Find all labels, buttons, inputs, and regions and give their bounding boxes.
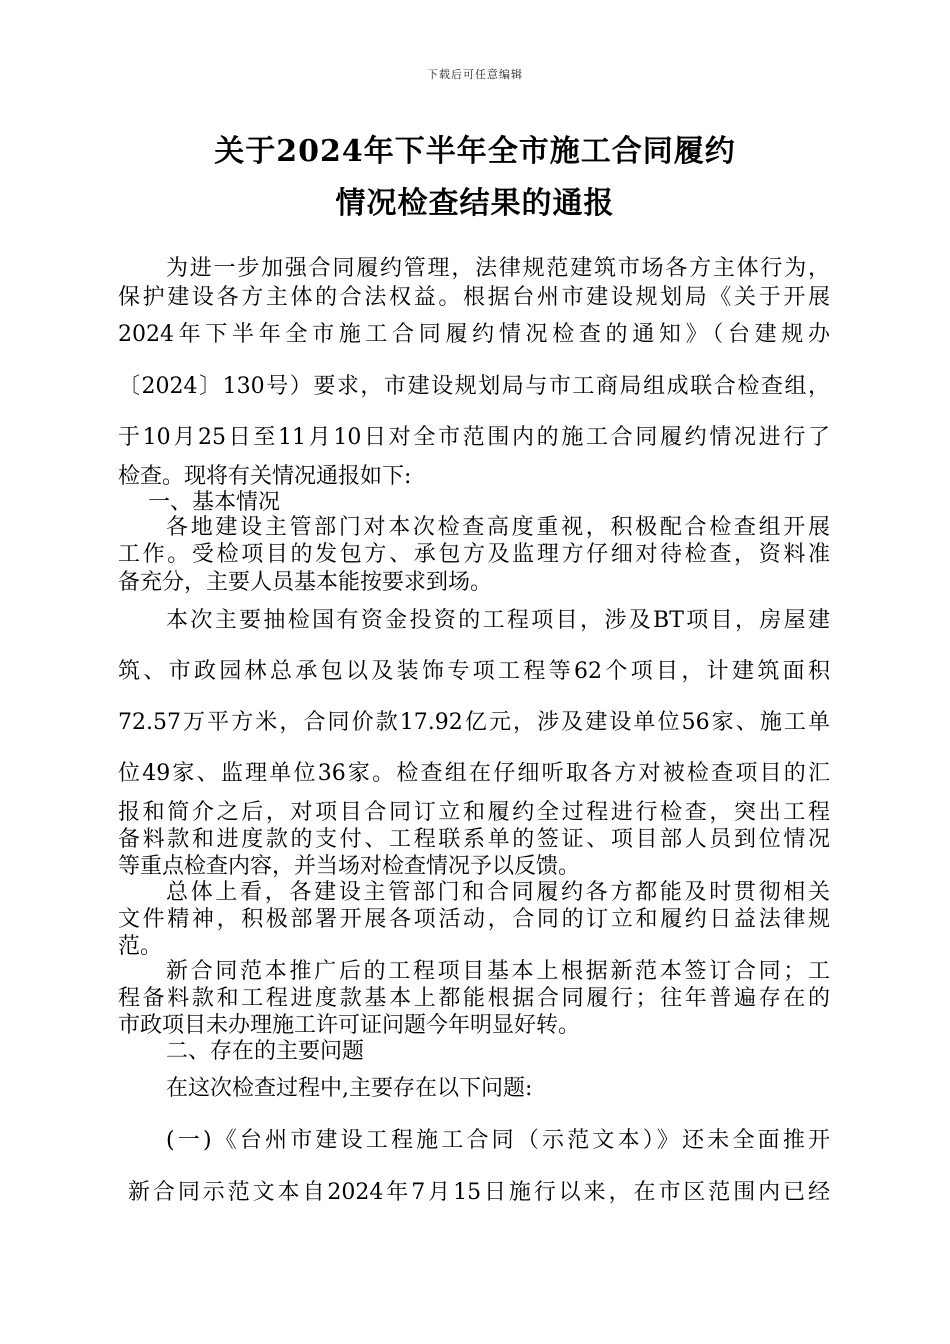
paragraph-4-line-1: 总体上看，各建设主管部门和合同履约各方都能及时贯彻相关 (166, 880, 830, 905)
paragraph-1-line-1: 为进一步加强合同履约管理，法律规范建筑市场各方主体行为， (166, 256, 830, 281)
section-heading-1: 一、基本情况 (148, 490, 281, 515)
paragraph-4-line-2: 文件精神，积极部署开展各项活动，合同的订立和履约日益法律规 (118, 907, 830, 932)
paragraph-1-line-6: 检查。现将有关情况通报如下: (118, 464, 412, 489)
paragraph-2-line-3: 备充分，主要人员基本能按要求到场。 (118, 570, 493, 595)
paragraph-2-line-1: 各地建设主管部门对本次检查高度重视，积极配合检查组开展 (166, 515, 830, 540)
paragraph-2-line-2: 工作。受检项目的发包方、承包方及监理方仔细对待检查，资料准 (118, 542, 830, 567)
paragraph-3-line-6: 备料款和进度款的支付、工程联系单的签证、项目部人员到位情况 (118, 827, 830, 852)
paragraph-5-line-3: 市政项目未办理施工许可证问题今年明显好转。 (118, 1013, 581, 1038)
paragraph-8-line-1: 新合同示范文本自2024年7月15日施行以来，在市区范围内已经 (128, 1180, 830, 1205)
paragraph-3-line-1: 本次主要抽检国有资金投资的工程项目，涉及BT项目，房屋建 (166, 608, 830, 633)
paragraph-3-line-7: 等重点检查内容，并当场对检查情况予以反馈。 (118, 854, 581, 879)
paragraph-3-line-2: 筑、市政园林总承包以及装饰专项工程等62个项目，计建筑面积 (118, 659, 830, 684)
paragraph-5-line-1: 新合同范本推广后的工程项目基本上根据新范本签订合同；工 (166, 959, 830, 984)
paragraph-5-line-2: 程备料款和工程进度款基本上都能根据合同履行；往年普遍存在的 (118, 986, 830, 1011)
paragraph-4-line-3: 范。 (118, 934, 163, 959)
document-title-line-2: 情况检查结果的通报 (335, 186, 615, 221)
paragraph-1-line-3: 2024年下半年全市施工合同履约情况检查的通知》（台建规办 (118, 322, 830, 347)
paragraph-1-line-5: 于10月25日至11月10日对全市范围内的施工合同履约情况进行了 (118, 425, 830, 450)
paragraph-3-line-3: 72.57万平方米，合同价款17.92亿元，涉及建设单位56家、施工单 (118, 710, 830, 735)
paragraph-3-line-5: 报和简介之后，对项目合同订立和履约全过程进行检查，突出工程 (118, 800, 830, 825)
paragraph-6: 在这次检查过程中,主要存在以下问题: (166, 1076, 533, 1101)
paragraph-3-line-4: 位49家、监理单位36家。检查组在仔细听取各方对被检查项目的汇 (118, 761, 830, 786)
document-title-line-1: 关于2024年下半年全市施工合同履约 (214, 134, 736, 169)
paragraph-1-line-2: 保护建设各方主体的合法权益。根据台州市建设规划局《关于开展 (118, 285, 830, 310)
subsection-heading-1: (一)《台州市建设工程施工合同（示范文本）》还未全面推开 (166, 1128, 830, 1153)
paragraph-1-line-4: 〔2024〕130号）要求，市建设规划局与市工商局组成联合检查组， (118, 374, 830, 399)
section-heading-2: 二、存在的主要问题 (166, 1039, 365, 1064)
page-header-note: 下载后可任意编辑 (427, 68, 523, 81)
